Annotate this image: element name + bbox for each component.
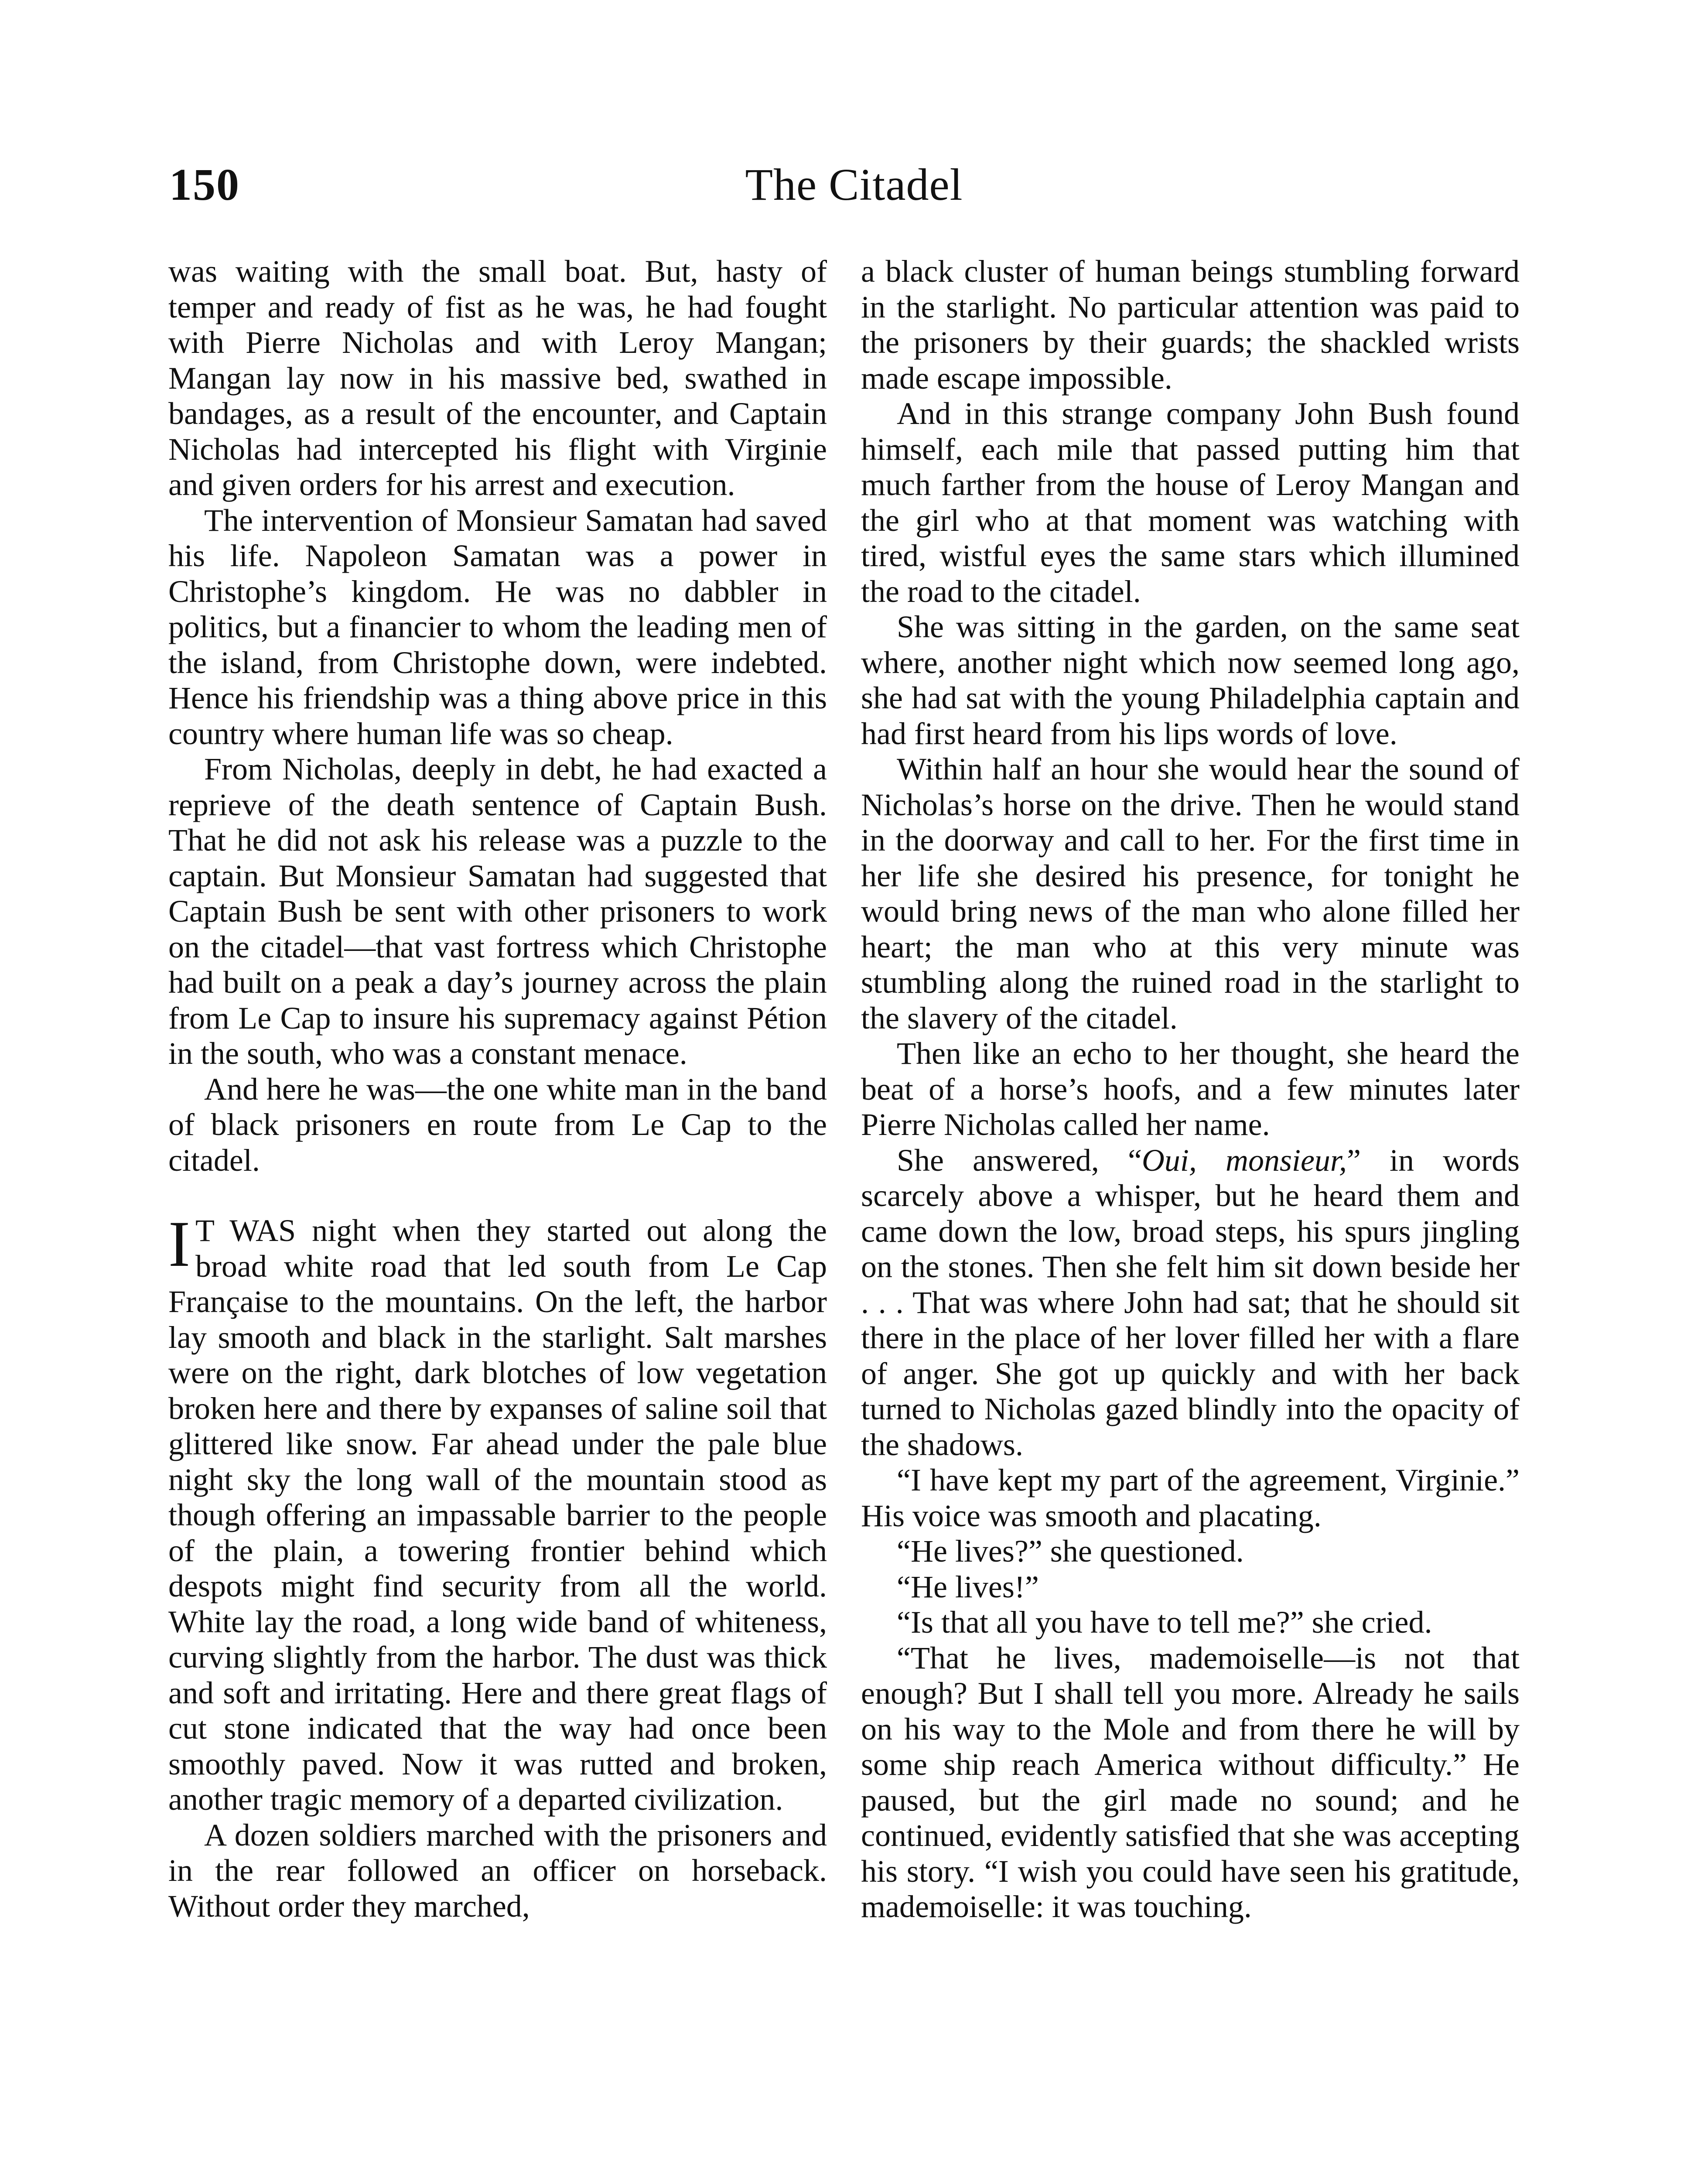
text-run: She answered, “ <box>897 1142 1142 1178</box>
paragraph: was waiting with the small boat. But, hasty of temper and ready of fist as he was, he had fought with Pierre Nicholas and with Leroy Mangan; Mangan lay now in his massive bed, swathed in bandages, as a result of the encounter, and Captain Nicholas had intercepted his flight with Virginie and given orders for his arrest and execution. <box>168 254 827 502</box>
right-column <box>861 254 1520 1925</box>
running-title: The Citadel <box>745 160 963 210</box>
paragraph: “That he lives, mademoiselle—is not that enough? But I shall tell you more. Already he sails on his way to the Mole and from there he will by some ship reach America without difficulty.” He paused, but the girl made no sound; and he continued, evidently satisfied that she was accepting his story. “I wish you could have seen his gratitude, mademoiselle: it was touching. <box>861 1640 1520 1924</box>
text-run: ” in words scarcely above a whisper, but he heard them and came down the low, broad steps, his spurs jingling on the stones. Then she felt him sit down beside her . . . That was where John had sat; that he should sit there in the place of her lover filled her with a flare of anger. She got up quickly and with her back turned to Nicholas gazed blindly into the opacity of the shadows. <box>861 1142 1520 1462</box>
paragraph: Then like an echo to her thought, she heard the beat of a horse’s hoofs, and a few minutes later Pierre Nicholas called her name. <box>861 1036 1520 1142</box>
page-number: 150 <box>169 160 240 210</box>
paragraph: A dozen soldiers marched with the prisoners and in the rear followed an officer on horseback. Without order they marched, <box>168 1817 827 1924</box>
paragraph: “He lives!” <box>897 1569 1039 1604</box>
drop-cap: I <box>168 1208 190 1280</box>
paragraph: a black cluster of human beings stumbling forward in the starlight. No particular attention was paid to the prisoners by their guards; the shackled wrists made escape impossible. <box>861 254 1520 396</box>
section-break <box>168 1178 827 1213</box>
paragraph: And in this strange company John Bush found himself, each mile that passed putting him that much farther from the house of Leroy Mangan and the girl who at that moment was watching with tired, wistful eyes the same stars which illumined the road to the citadel. <box>861 396 1520 609</box>
paragraph-text: T WAS night when they started out along the broad white road that led south from Le Cap Française to the mountains. On the left, the harbor lay smooth and black in the starlight. Salt marshes were on the right, dark blotches of low vegetation broken here and there by expanses of saline soil that glittered like snow. Far ahead under the pale blue night sky the long wall of the mountain stood as though offering an impassable barrier to the people of the plain, a towering frontier behind which despots might find security from all the world. White lay the road, a long wide band of whiteness, curving slightly from the harbor. The dust was thick and soft and irritating. Here and there great flags of cut stone indicated that the way had once been smoothly paved. Now it was rutted and broken, another tragic memory of a departed civilization. <box>168 1213 827 1817</box>
paragraph: And here he was—the one white man in the band of black prisoners en route from Le Cap to the citadel. <box>168 1071 827 1178</box>
paragraph: “Is that all you have to tell me?” she cried. <box>897 1605 1432 1640</box>
paragraph: She was sitting in the garden, on the same seat where, another night which now seemed long ago, she had sat with the young Philadelphia captain and had first heard from his lips words of love. <box>861 609 1520 751</box>
paragraph: “He lives?” she questioned. <box>897 1534 1244 1569</box>
paragraph: “I have kept my part of the agreement, Virginie.” His voice was smooth and placating. <box>861 1463 1520 1533</box>
italic-text: Oui, monsieur, <box>1141 1142 1347 1178</box>
paragraph: From Nicholas, deeply in debt, he had exacted a reprieve of the death sentence of Captain Bush. That he did not ask his release was a puzzle to the captain. But Monsieur Samatan had suggested that Captain Bush be sent with other prisoners to work on the citadel—that vast fortress which Christophe had built on a peak a day’s journey across the plain from Le Cap to insure his supremacy against Pétion in the south, who was a constant menace. <box>168 752 827 1071</box>
paragraph: Within half an hour she would hear the sound of Nicholas’s horse on the drive. Then he would stand in the doorway and call to her. For the first time in her life she desired his presence, for tonight he would bring news of the man who alone filled her heart; the man who at this very minute was stumbling along the ruined road in the starlight to the slavery of the citadel. <box>861 752 1520 1036</box>
left-column <box>168 254 827 1924</box>
paragraph: The intervention of Monsieur Samatan had saved his life. Napoleon Samatan was a power in Christophe’s kingdom. He was no dabbler in politics, but a financier to whom the leading men of the island, from Christophe down, were indebted. Hence his friendship was a thing above price in this country where human life was so cheap. <box>168 503 827 751</box>
paragraph-with-drop-cap <box>168 1208 827 1818</box>
paragraph <box>861 1143 1520 1463</box>
